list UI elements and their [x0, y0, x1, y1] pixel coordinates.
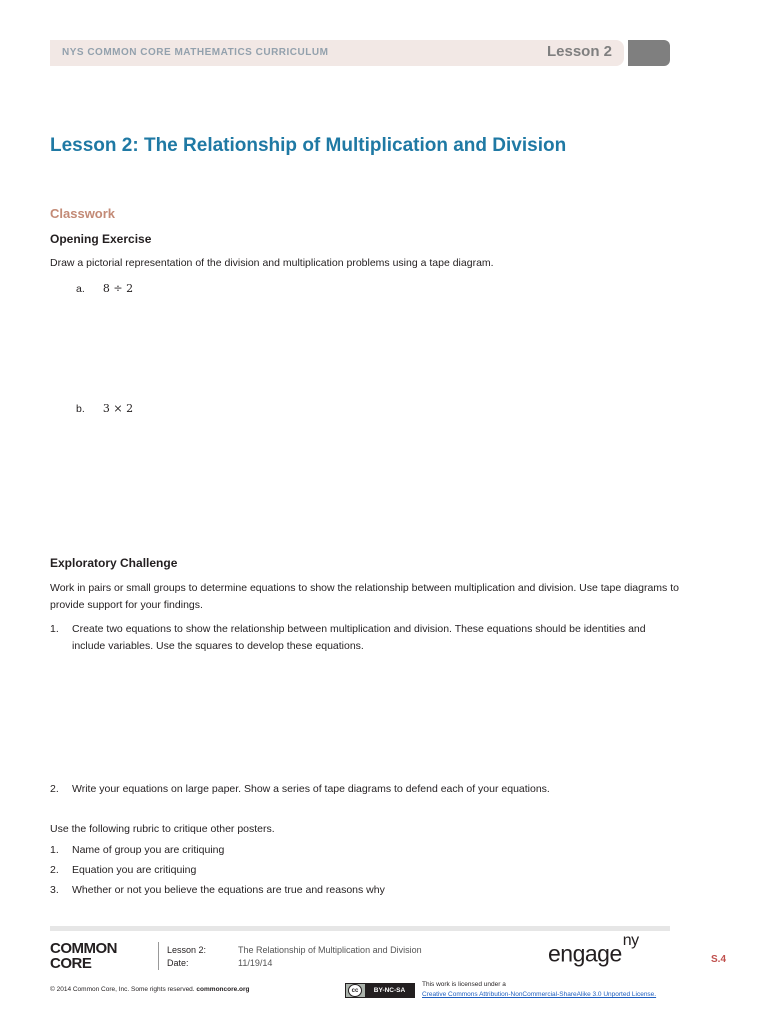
- logo-line-1: COMMON: [50, 940, 117, 957]
- rubric-item-number: 3.: [50, 884, 59, 896]
- footer-divider: [158, 942, 159, 970]
- engage-text: engage: [548, 940, 622, 967]
- footer-date-label: Date:: [167, 958, 189, 968]
- license-badge: [345, 983, 415, 998]
- ny-text: ny: [622, 932, 639, 949]
- logo-line-2: CORE: [50, 955, 92, 972]
- opening-exercise-instructions: Draw a pictorial representation of the division and multiplication problems using a tape diagram.: [50, 257, 494, 269]
- rubric-item-number: 2.: [50, 864, 59, 876]
- classwork-heading: Classwork: [50, 206, 116, 221]
- footer-lesson-label: Lesson 2:: [167, 945, 207, 955]
- exploratory-challenge-heading: Exploratory Challenge: [50, 556, 178, 570]
- exercise-item-b: [76, 402, 133, 415]
- exercise-item-letter: b.: [76, 403, 85, 415]
- footer-labels: [167, 944, 206, 970]
- license-badge-text: BY-NC-SA: [365, 984, 414, 997]
- exercise-item-a: [76, 282, 133, 295]
- opening-exercise-heading: Opening Exercise: [50, 232, 152, 246]
- exercise-item-expression: 8 ÷ 2: [102, 282, 134, 295]
- challenge-item-number: 1.: [50, 623, 59, 635]
- footer-rule: [50, 926, 670, 931]
- rubric-item-text: Whether or not you believe the equations are true and reasons why: [72, 884, 385, 896]
- page-number: S.4: [711, 954, 727, 965]
- common-core-logo: [50, 941, 142, 971]
- footer-values: [238, 944, 422, 970]
- rubric-item-text: Equation you are critiquing: [72, 864, 197, 876]
- challenge-item-text: Create two equations to show the relationship between multiplication and division. These equations should be identities and include variables. Use the squares to develop these equations.: [72, 623, 646, 652]
- copyright-text: © 2014 Common Core, Inc. Some rights reserved.: [50, 986, 195, 993]
- license-link[interactable]: Creative Commons Attribution-NonCommercial-ShareAlike 3.0 Unported License.: [422, 991, 657, 998]
- license-lead: This work is licensed under a: [422, 981, 506, 988]
- header-lesson-label: Lesson 2: [546, 43, 612, 60]
- exercise-item-expression: 3 × 2: [102, 402, 134, 415]
- exercise-item-letter: a.: [76, 283, 85, 295]
- header-tab: [628, 40, 670, 66]
- exploratory-challenge-intro: Work in pairs or small groups to determine equations to show the relationship between multiplication and division. Use tape diagrams to provide support for your findings.: [50, 582, 679, 611]
- footer-lesson-value: The Relationship of Multiplication and Division: [238, 945, 422, 955]
- footer-date-value: 11/19/14: [238, 958, 273, 968]
- engageny-logo: [548, 932, 639, 968]
- rubric-item-text: Name of group you are critiquing: [72, 844, 225, 856]
- rubric-intro: Use the following rubric to critique other posters.: [50, 823, 275, 835]
- copyright-site: commoncore.org: [196, 986, 250, 993]
- challenge-item-text: Write your equations on large paper. Show a series of tape diagrams to defend each of your equations.: [72, 783, 550, 795]
- curriculum-label: NYS COMMON CORE MATHEMATICS CURRICULUM: [62, 47, 329, 58]
- challenge-item-number: 2.: [50, 783, 59, 795]
- rubric-item-number: 1.: [50, 844, 59, 856]
- page-title: Lesson 2: The Relationship of Multiplication and Division: [50, 135, 567, 156]
- copyright: [50, 986, 250, 993]
- header-bar: [50, 40, 624, 66]
- cc-icon: cc: [348, 984, 362, 997]
